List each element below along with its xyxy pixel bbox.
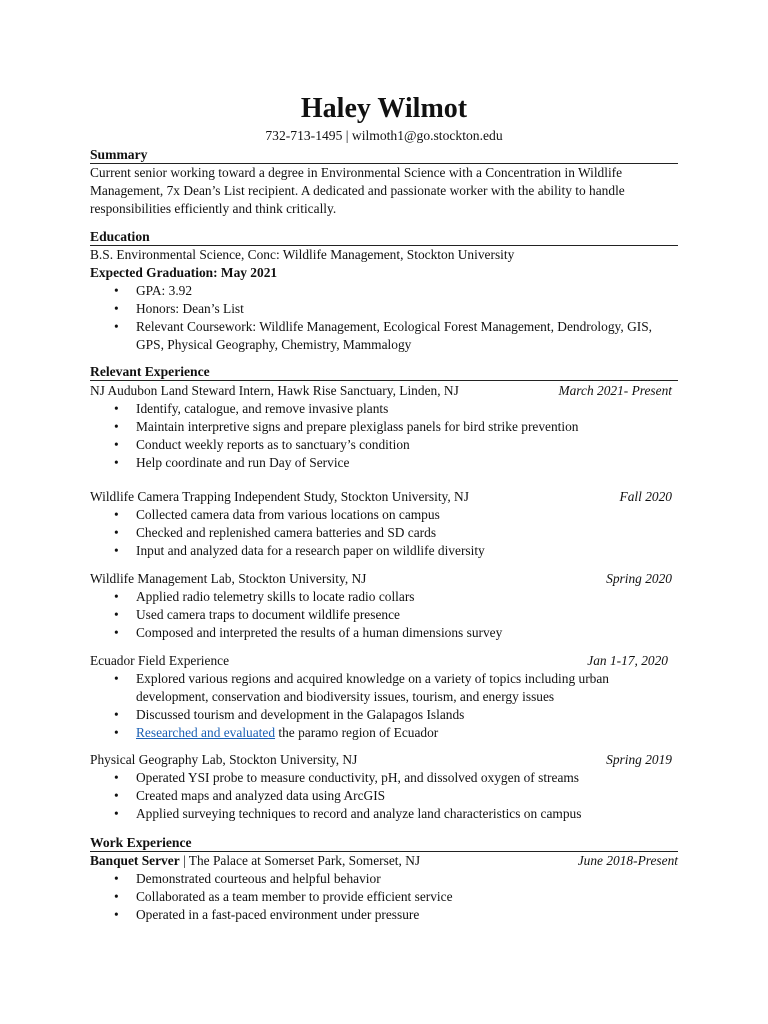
- list-item: • Input and analyzed data for a research paper on wildlife diversity: [90, 542, 678, 560]
- list-item: • Maintain interpretive signs and prepare plexiglass panels for bird strike prevention: [90, 418, 678, 436]
- entry-title: NJ Audubon Land Steward Intern, Hawk Rise Sanctuary, Linden, NJ: [90, 383, 459, 398]
- entry-date: Spring 2020: [606, 571, 672, 586]
- degree-line: B.S. Environmental Science, Conc: Wildlife Management, Stockton University: [90, 247, 515, 262]
- entry-bullets: [90, 870, 678, 924]
- education-bullets: [90, 282, 678, 354]
- list-item: • GPA: 3.92: [90, 282, 678, 300]
- list-item: • Discussed tourism and development in the Galapagos Islands: [90, 706, 678, 724]
- list-item: • Demonstrated courteous and helpful behavior: [90, 870, 678, 888]
- list-item: • Relevant Coursework: Wildlife Management, Ecological Forest Management, Dendrology, GIS, GPS, Physical Geography, Chemistry, Mammalogy: [90, 318, 678, 354]
- entry-header: [90, 652, 678, 670]
- entry-date: March 2021- Present: [558, 383, 672, 398]
- list-item: • Checked and replenished camera batteries and SD cards: [90, 524, 678, 542]
- relevant-experience-heading: Relevant Experience: [90, 363, 678, 381]
- work-experience-heading: Work Experience: [90, 834, 678, 852]
- entry-date: Jan 1-17, 2020: [587, 653, 668, 668]
- experience-entry: [90, 382, 678, 472]
- entry-place: | The Palace at Somerset Park, Somerset, NJ: [179, 853, 421, 868]
- resume-name: Haley Wilmot: [300, 93, 468, 124]
- list-item: • Used camera traps to document wildlife presence: [90, 606, 678, 624]
- list-item: • Composed and interpreted the results of a human dimensions survey: [90, 624, 678, 642]
- list-item: • Collected camera data from various locations on campus: [90, 506, 678, 524]
- entry-bullets: [90, 588, 678, 642]
- entry-header: [90, 751, 678, 769]
- entry-title: Ecuador Field Experience: [90, 653, 230, 668]
- experience-entry: [90, 652, 678, 742]
- list-item: • Explored various regions and acquired knowledge on a variety of topics including urban development, conservation and biodiversity issues, tourism, and energy issues: [90, 670, 678, 706]
- research-link[interactable]: Researched and evaluated: [136, 725, 276, 740]
- list-item: • Operated in a fast-paced environment under pressure: [90, 906, 678, 924]
- list-item: • Applied radio telemetry skills to locate radio collars: [90, 588, 678, 606]
- graduation-line: Expected Graduation: May 2021: [90, 265, 278, 280]
- list-item: • Created maps and analyzed data using ArcGIS: [90, 787, 678, 805]
- experience-entry: [90, 751, 678, 823]
- entry-title: [90, 852, 420, 870]
- entry-bullets: [90, 506, 678, 560]
- list-item: • Help coordinate and run Day of Service: [90, 454, 678, 472]
- summary-heading: Summary: [90, 146, 678, 164]
- relevant-experience-section: [90, 363, 678, 381]
- entry-title: Wildlife Management Lab, Stockton University, NJ: [90, 571, 367, 586]
- entry-title: Wildlife Camera Trapping Independent Study, Stockton University, NJ: [90, 489, 469, 504]
- entry-bullets: [90, 400, 678, 472]
- list-item: • Conduct weekly reports as to sanctuary’s condition: [90, 436, 678, 454]
- education-heading: Education: [90, 228, 678, 246]
- experience-entry: [90, 488, 678, 560]
- entry-header: [90, 382, 678, 400]
- contact-line: 732-713-1495 | wilmoth1@go.stockton.edu: [265, 128, 503, 143]
- education-section: [90, 228, 678, 354]
- entry-date: Fall 2020: [619, 489, 672, 504]
- entry-header: [90, 570, 678, 588]
- entry-bullets: [90, 769, 678, 823]
- link-bullet-rest: the paramo region of Ecuador: [275, 725, 439, 740]
- entry-date: June 2018-Present: [577, 853, 678, 868]
- summary-text: Current senior working toward a degree in Environmental Science with a Concentration in Wildlife Management, 7x Dean’s List recipient. A dedicated and passionate worker with the ability to handle responsibilities efficiently and think critically.: [90, 165, 625, 216]
- list-item: • Identify, catalogue, and remove invasive plants: [90, 400, 678, 418]
- experience-entry: [90, 570, 678, 642]
- entry-role: Banquet Server: [90, 853, 180, 868]
- list-item: [90, 724, 678, 742]
- list-item: • Honors: Dean’s List: [90, 300, 678, 318]
- entry-bullets: [90, 670, 678, 742]
- entry-header: [90, 852, 678, 870]
- list-item: • Collaborated as a team member to provide efficient service: [90, 888, 678, 906]
- entry-header: [90, 488, 678, 506]
- entry-date: Spring 2019: [606, 752, 672, 767]
- entry-title: Physical Geography Lab, Stockton University, NJ: [90, 752, 358, 767]
- list-item: • Applied surveying techniques to record and analyze land characteristics on campus: [90, 805, 678, 823]
- list-item: • Operated YSI probe to measure conductivity, pH, and dissolved oxygen of streams: [90, 769, 678, 787]
- summary-section: [90, 146, 678, 218]
- work-experience-section: [90, 834, 678, 924]
